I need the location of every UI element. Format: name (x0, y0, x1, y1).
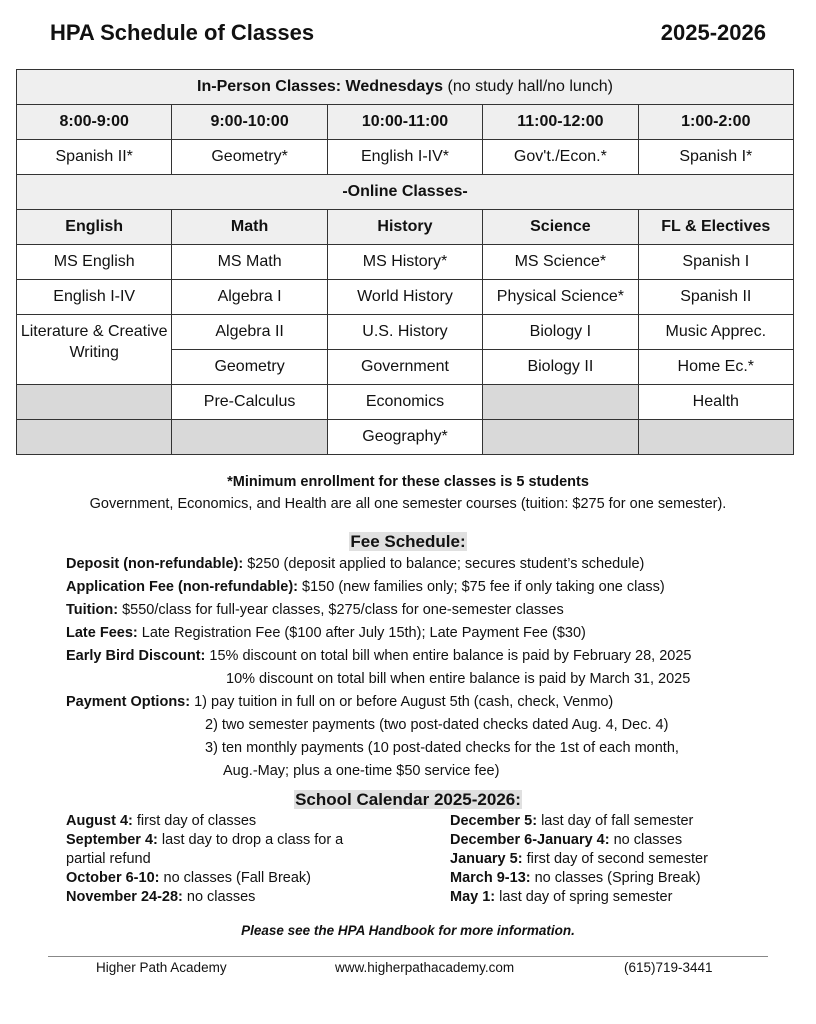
fee-item: Late Fees: Late Registration Fee ($100 after July 15th); Late Payment Fee ($30) (66, 625, 586, 641)
time-slot: 10:00-11:00 (327, 105, 482, 140)
calendar-left (66, 812, 406, 907)
class-cell: Algebra I (172, 280, 327, 315)
footer-website-link[interactable]: www.higherpathacademy.com (335, 960, 515, 975)
table-row (17, 245, 794, 280)
class-cell: Spanish II* (17, 140, 172, 175)
column-header: Math (172, 210, 327, 245)
class-cell: Spanish I (638, 245, 793, 280)
column-header: FL & Electives (638, 210, 793, 245)
calendar-item: August 4: first day of classes (66, 813, 257, 829)
calendar-item: January 5: first day of second semester (450, 851, 708, 867)
schedule-table (16, 69, 794, 455)
column-header: History (327, 210, 482, 245)
class-cell: Biology I (483, 315, 638, 350)
footer-phone: (615)719-3441 (624, 960, 713, 975)
calendar-item: October 6-10: no classes (Fall Break) (66, 870, 311, 886)
fee-item: Early Bird Discount: 15% discount on total bill when entire balance is paid by February 28, 2025 (66, 648, 692, 664)
class-cell: MS English (17, 245, 172, 280)
fee-item: Deposit (non-refundable): $250 (deposit applied to balance; secures student’s schedule) (66, 556, 645, 572)
class-cell: U.S. History (327, 315, 482, 350)
time-slot: 11:00-12:00 (483, 105, 638, 140)
calendar-item: November 24-28: no classes (66, 889, 256, 905)
class-cell: Music Apprec. (638, 315, 793, 350)
subject-header-row (17, 210, 794, 245)
time-slot: 1:00-2:00 (638, 105, 793, 140)
empty-cell (17, 420, 172, 455)
payment-option-cont: Aug.-May; plus a one-time $50 service fee) (223, 763, 500, 779)
fee-item: Application Fee (non-refundable): $150 (new families only; $75 fee if only taking one class) (66, 579, 665, 595)
class-cell: Health (638, 385, 793, 420)
footer-divider (48, 956, 768, 957)
payment-option: 2) two semester payments (two post-dated checks dated Aug. 4, Dec. 4) (205, 717, 669, 733)
table-row (17, 280, 794, 315)
fee-schedule-title: Fee Schedule: (350, 532, 466, 551)
min-enrollment-note: *Minimum enrollment for these classes is 5 students (227, 474, 589, 490)
online-heading-row (17, 175, 794, 210)
online-heading: -Online Classes- (17, 175, 794, 210)
class-cell: Geometry (172, 350, 327, 385)
in-person-class-row (17, 140, 794, 175)
table-row (17, 420, 794, 455)
school-year: 2025-2026 (660, 20, 766, 45)
empty-cell (483, 385, 638, 420)
calendar-right (450, 812, 770, 907)
time-slot-row (17, 105, 794, 140)
class-cell: Spanish I* (638, 140, 793, 175)
empty-cell (483, 420, 638, 455)
empty-cell (638, 420, 793, 455)
time-slot: 9:00-10:00 (172, 105, 327, 140)
class-cell: Geometry* (172, 140, 327, 175)
early-bird-second: 10% discount on total bill when entire balance is paid by March 31, 2025 (226, 671, 691, 687)
calendar-title: School Calendar 2025-2026: (295, 790, 521, 809)
class-cell: English I-IV (17, 280, 172, 315)
calendar-item: September 4: last day to drop a class for a partial refund (66, 832, 344, 867)
class-cell: Government (327, 350, 482, 385)
payment-option: Payment Options: 1) pay tuition in full on or before August 5th (cash, check, Venmo) (66, 694, 614, 710)
calendar-item: December 5: last day of fall semester (450, 813, 694, 829)
class-cell: English I-IV* (327, 140, 482, 175)
payment-option: 3) ten monthly payments (10 post-dated checks for the 1st of each month, (205, 740, 679, 756)
fee-schedule (66, 553, 691, 783)
semester-note: Government, Economics, and Health are all one semester courses (tuition: $275 for one semester). (89, 496, 727, 512)
document-title: HPA Schedule of Classes (50, 20, 315, 45)
column-header: Science (483, 210, 638, 245)
calendar-item: May 1: last day of spring semester (450, 889, 673, 905)
empty-cell (17, 385, 172, 420)
handbook-note: Please see the HPA Handbook for more information. (241, 923, 575, 938)
time-slot: 8:00-9:00 (17, 105, 172, 140)
footer-school-name: Higher Path Academy (96, 960, 227, 975)
column-header: English (17, 210, 172, 245)
class-cell: Literature & Creative Writing (17, 315, 172, 385)
class-cell: World History (327, 280, 482, 315)
class-cell: Pre-Calculus (172, 385, 327, 420)
class-cell: MS History* (327, 245, 482, 280)
class-cell: Algebra II (172, 315, 327, 350)
class-cell: Gov't./Econ.* (483, 140, 638, 175)
class-cell: Spanish II (638, 280, 793, 315)
class-cell: Economics (327, 385, 482, 420)
class-cell: Geography* (327, 420, 482, 455)
table-row (17, 385, 794, 420)
class-cell: Physical Science* (483, 280, 638, 315)
class-cell: MS Math (172, 245, 327, 280)
calendar-item: December 6-January 4: no classes (450, 832, 683, 848)
in-person-heading-row (17, 70, 794, 105)
empty-cell (172, 420, 327, 455)
table-row (17, 315, 794, 350)
calendar-item: March 9-13: no classes (Spring Break) (450, 870, 701, 886)
class-cell: Home Ec.* (638, 350, 793, 385)
class-cell: MS Science* (483, 245, 638, 280)
fee-item: Tuition: $550/class for full-year classes, $275/class for one-semester classes (66, 602, 564, 618)
class-cell: Biology II (483, 350, 638, 385)
in-person-heading: In-Person Classes: Wednesdays (no study hall/no lunch) (17, 70, 794, 105)
